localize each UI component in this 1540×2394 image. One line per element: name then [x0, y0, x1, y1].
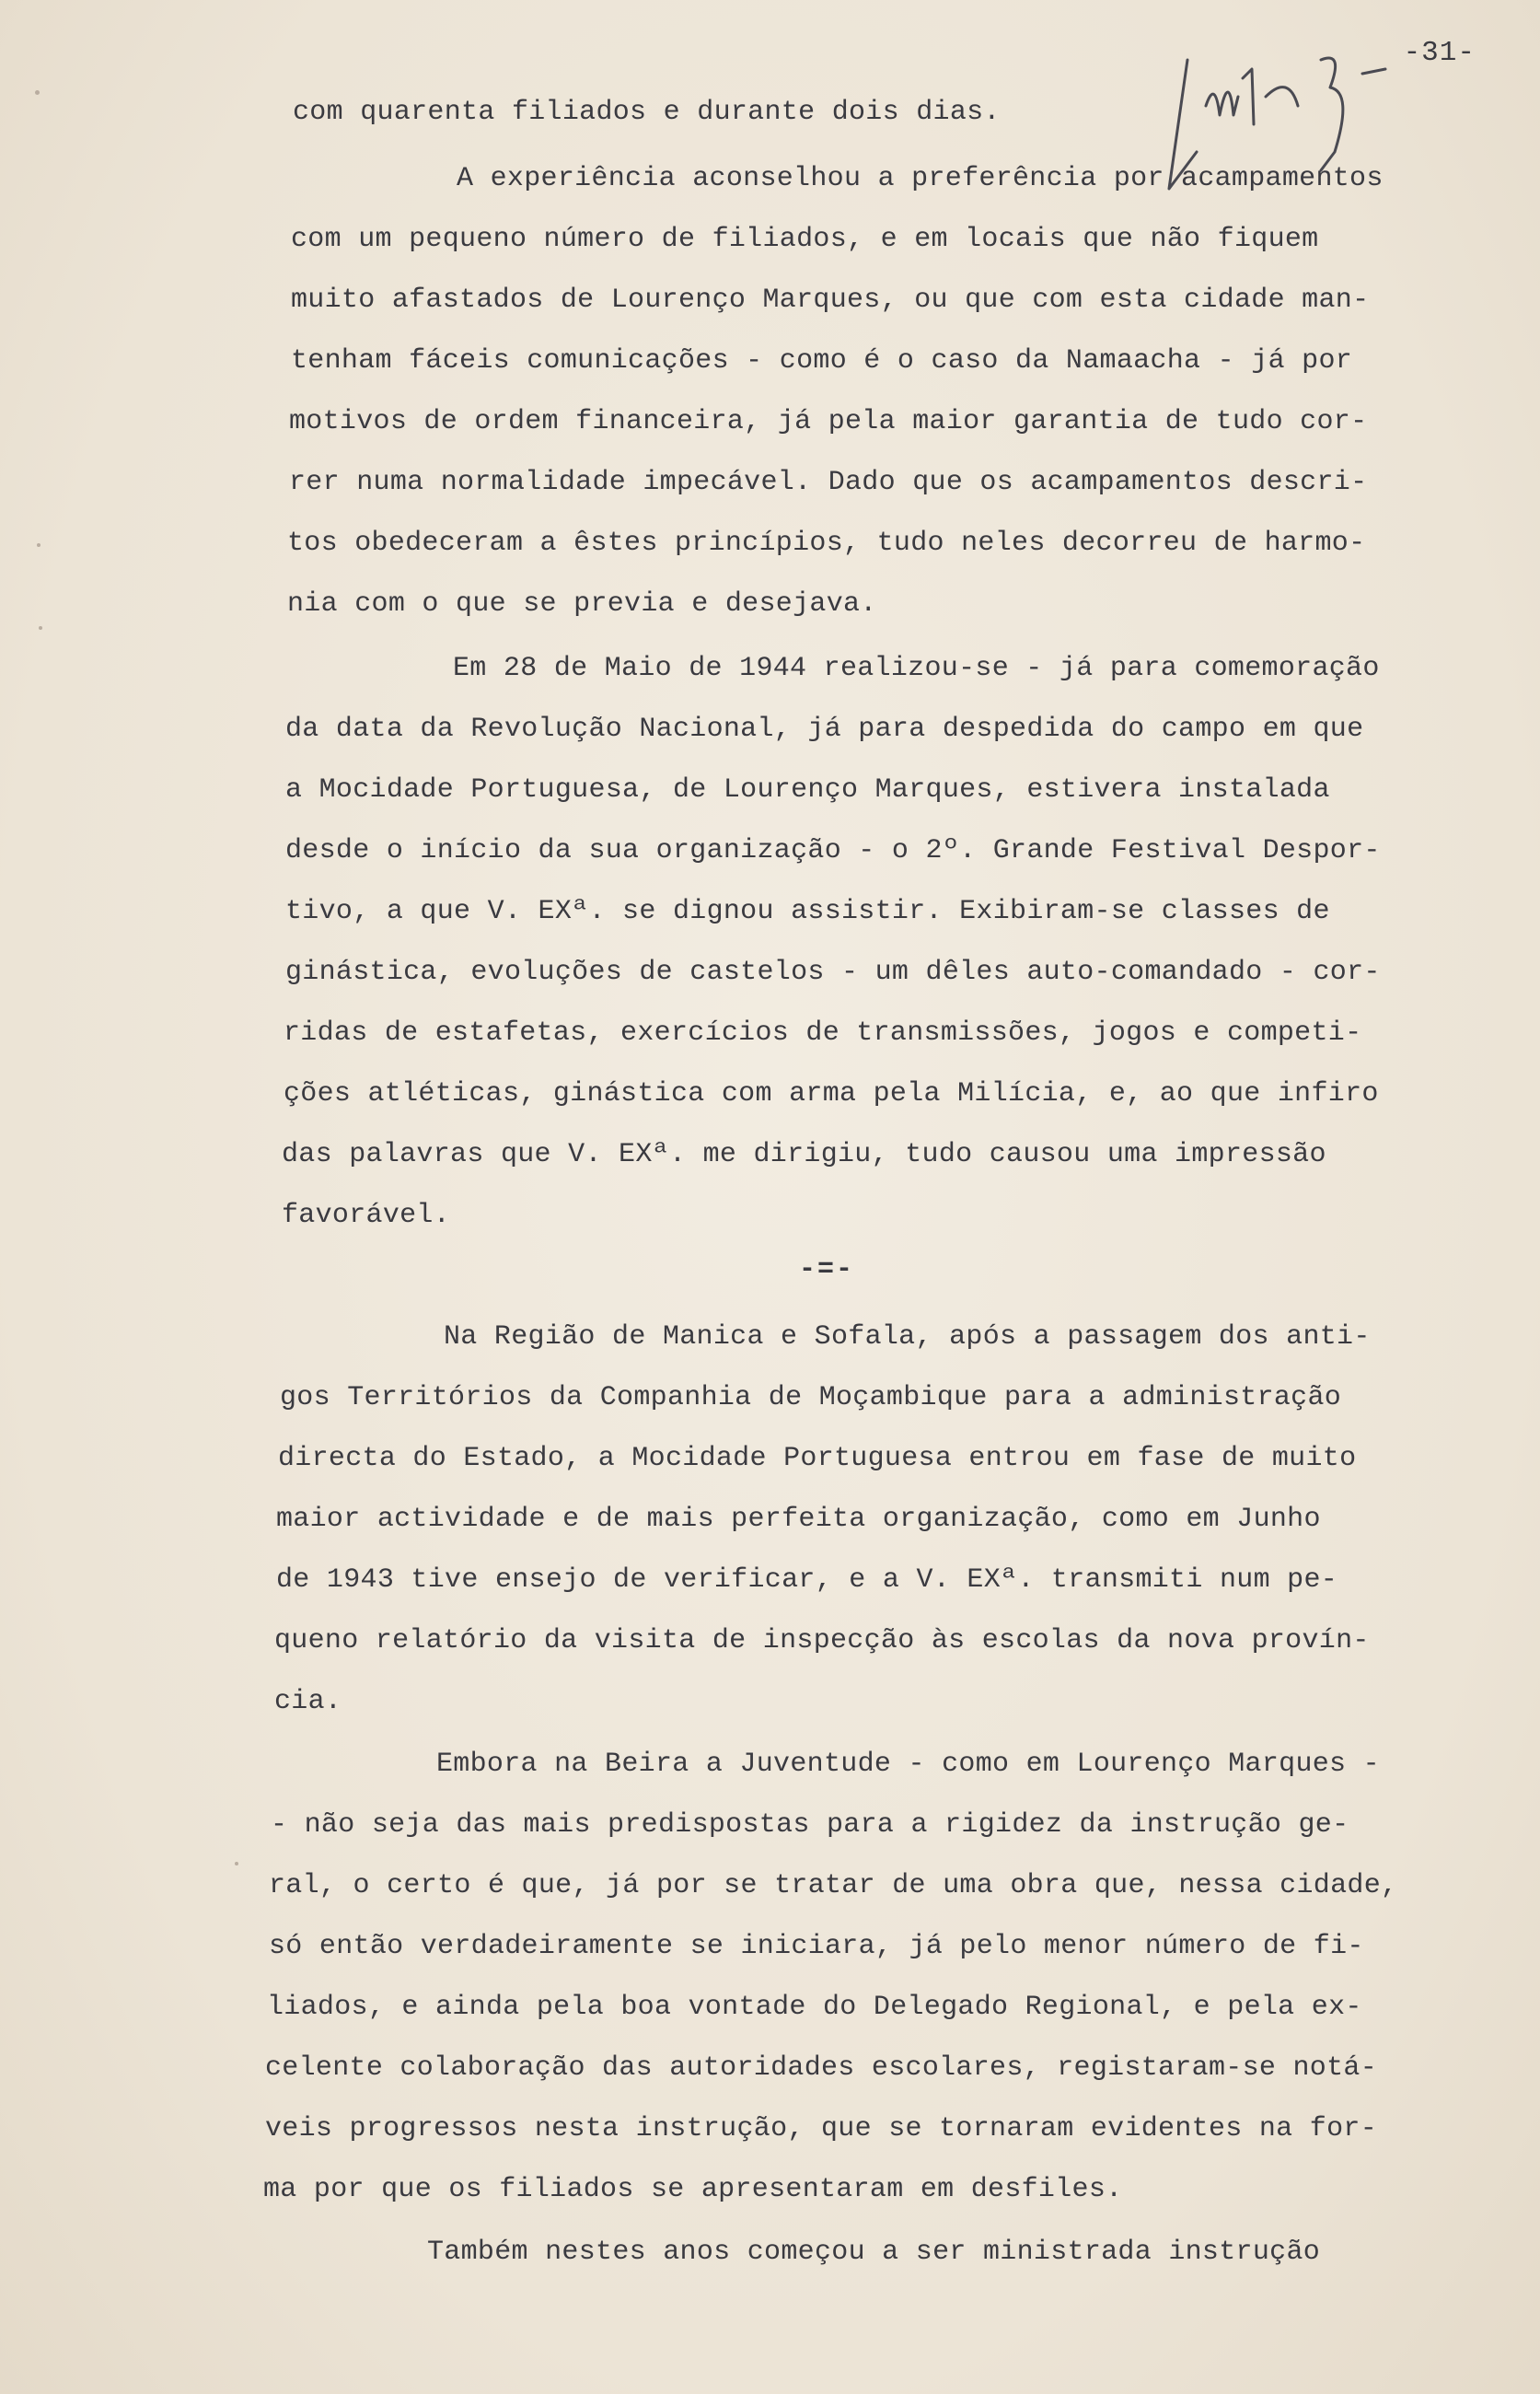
- text-line: Embora na Beira a Juventude - como em Lourenço Marques -: [436, 1749, 1380, 1780]
- paper-speck: [235, 1862, 238, 1865]
- text-line: tos obedeceram a êstes princípios, tudo neles decorreu de harmo-: [287, 528, 1366, 559]
- text-line: cia.: [274, 1686, 342, 1717]
- section-separator: -=-: [799, 1254, 855, 1285]
- text-line: veis progressos nesta instrução, que se tornaram evidentes na for-: [265, 2113, 1377, 2144]
- text-line: queno relatório da visita de inspecção às escolas da nova provín-: [274, 1625, 1370, 1656]
- text-line: Na Região de Manica e Sofala, após a passagem dos anti-: [444, 1321, 1371, 1353]
- paper-speck: [39, 626, 42, 630]
- text-line: gos Territórios da Companhia de Moçambique para a administração: [280, 1382, 1342, 1413]
- paper-speck: [37, 543, 41, 547]
- text-line: nia com o que se previa e desejava.: [287, 588, 877, 620]
- text-line: ções atléticas, ginástica com arma pela Milícia, e, ao que infiro: [284, 1078, 1379, 1110]
- text-line: A experiência aconselhou a preferência por acampamentos: [457, 163, 1384, 194]
- text-line: Em 28 de Maio de 1944 realizou-se - já para comemoração: [453, 653, 1380, 684]
- text-line: ma por que os filiados se apresentaram em desfiles.: [263, 2174, 1123, 2205]
- text-line: liados, e ainda pela boa vontade do Delegado Regional, e pela ex-: [267, 1992, 1362, 2023]
- text-line: desde o início da sua organização - o 2º. Grande Festival Despor-: [285, 835, 1381, 866]
- text-line: rer numa normalidade impecável. Dado que os acampamentos descri-: [289, 467, 1368, 498]
- paper-speck: [35, 90, 40, 95]
- text-line: ral, o certo é que, já por se tratar de uma obra que, nessa cidade,: [269, 1870, 1398, 1901]
- text-line: favorável.: [282, 1200, 451, 1231]
- text-line: motivos de ordem financeira, já pela maior garantia de tudo cor-: [289, 406, 1368, 437]
- text-line: das palavras que V. EXª. me dirigiu, tudo causou uma impressão: [282, 1139, 1326, 1170]
- text-line: com um pequeno número de filiados, e em locais que não fiquem: [291, 224, 1319, 255]
- text-line: - não seja das mais predispostas para a rigidez da instrução ge-: [271, 1809, 1349, 1841]
- page-number: -31-: [1403, 37, 1476, 69]
- text-line: ridas de estafetas, exercícios de transmissões, jogos e competi-: [284, 1017, 1362, 1049]
- text-line: da data da Revolução Nacional, já para despedida do campo em que: [285, 714, 1364, 745]
- text-line: ginástica, evoluções de castelos - um dêles auto-comandado - cor-: [285, 957, 1381, 988]
- text-line: tenham fáceis comunicações - como é o caso da Namaacha - já por: [291, 345, 1353, 377]
- text-line: directa do Estado, a Mocidade Portuguesa entrou em fase de muito: [278, 1443, 1357, 1474]
- text-line: maior actividade e de mais perfeita organização, como em Junho: [276, 1504, 1321, 1535]
- text-line: tivo, a que V. EXª. se dignou assistir. Exibiram-se classes de: [285, 896, 1330, 927]
- text-line: só então verdadeiramente se iniciara, já pelo menor número de fi-: [269, 1931, 1364, 1962]
- text-line: Também nestes anos começou a ser ministrada instrução: [427, 2237, 1321, 2268]
- text-line: com quarenta filiados e durante dois dias.: [293, 97, 1001, 128]
- text-line: celente colaboração das autoridades escolares, registaram-se notá-: [265, 2052, 1377, 2084]
- text-line: a Mocidade Portuguesa, de Lourenço Marques, estivera instalada: [285, 774, 1330, 806]
- text-line: de 1943 tive ensejo de verificar, e a V. EXª. transmiti num pe-: [276, 1564, 1338, 1596]
- text-line: muito afastados de Lourenço Marques, ou que com esta cidade man-: [291, 285, 1370, 316]
